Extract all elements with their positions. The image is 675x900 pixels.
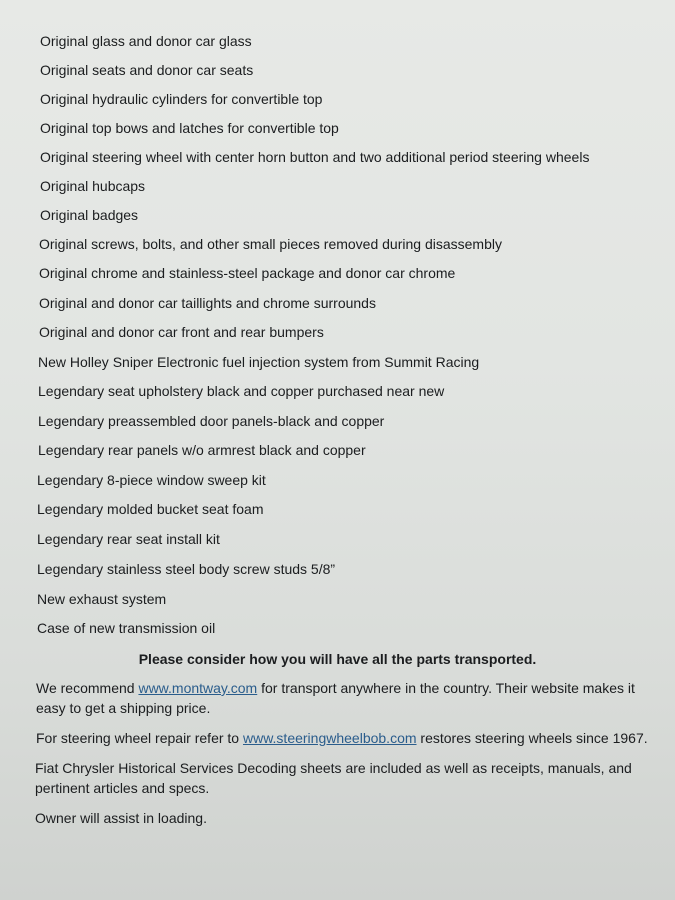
list-item: Original hydraulic cylinders for convertible top: [40, 91, 323, 107]
transport-paragraph: [36, 679, 661, 718]
list-item: Legendary 8-piece window sweep kit: [37, 472, 266, 488]
list-item: Original and donor car taillights and chrome surrounds: [39, 295, 376, 311]
list-item: Original and donor car front and rear bumpers: [39, 324, 324, 340]
list-item: Legendary rear seat install kit: [37, 531, 220, 547]
closing-paragraph: Owner will assist in loading.: [35, 810, 207, 826]
list-item: Original chrome and stainless-steel package and donor car chrome: [39, 265, 456, 281]
montway-link[interactable]: www.montway.com: [138, 680, 258, 696]
steering-text-before: For steering wheel repair refer to: [36, 730, 243, 746]
list-item: Legendary preassembled door panels-black and copper: [38, 413, 385, 429]
steeringwheelbob-link[interactable]: www.steeringwheelbob.com: [242, 730, 417, 746]
list-item: Original screws, bolts, and other small pieces removed during disassembly: [39, 236, 502, 252]
list-item: Legendary rear panels w/o armrest black and copper: [38, 442, 366, 458]
list-item: Original steering wheel with center horn button and two additional period steering wheels: [40, 149, 590, 165]
list-item: Original hubcaps: [40, 178, 146, 194]
steering-paragraph: [36, 729, 671, 749]
list-item: Case of new transmission oil: [37, 620, 216, 636]
list-item: Original badges: [40, 207, 139, 223]
transport-text-before: We recommend: [36, 680, 139, 696]
documents-paragraph: Fiat Chrysler Historical Services Decoding sheets are included as well as receipts, manuals, and pertinent articles and specs.: [35, 760, 632, 796]
list-item: Original seats and donor car seats: [40, 62, 254, 78]
steering-text-after: restores steering wheels since 1967.: [416, 730, 648, 746]
transport-heading: Please consider how you will have all the parts transported.: [138, 651, 537, 667]
list-item: Legendary stainless steel body screw studs 5/8”: [37, 561, 336, 577]
list-item: New exhaust system: [37, 591, 167, 607]
list-item: Legendary molded bucket seat foam: [37, 501, 264, 517]
list-item: Legendary seat upholstery black and copper purchased near new: [38, 383, 445, 399]
list-item: New Holley Sniper Electronic fuel injection system from Summit Racing: [38, 354, 480, 370]
list-item: Original glass and donor car glass: [40, 33, 252, 49]
transport-text-after: for transport anywhere in the country. Their website makes it easy to get a shipping price.: [36, 680, 635, 716]
list-item: Original top bows and latches for convertible top: [40, 120, 339, 136]
